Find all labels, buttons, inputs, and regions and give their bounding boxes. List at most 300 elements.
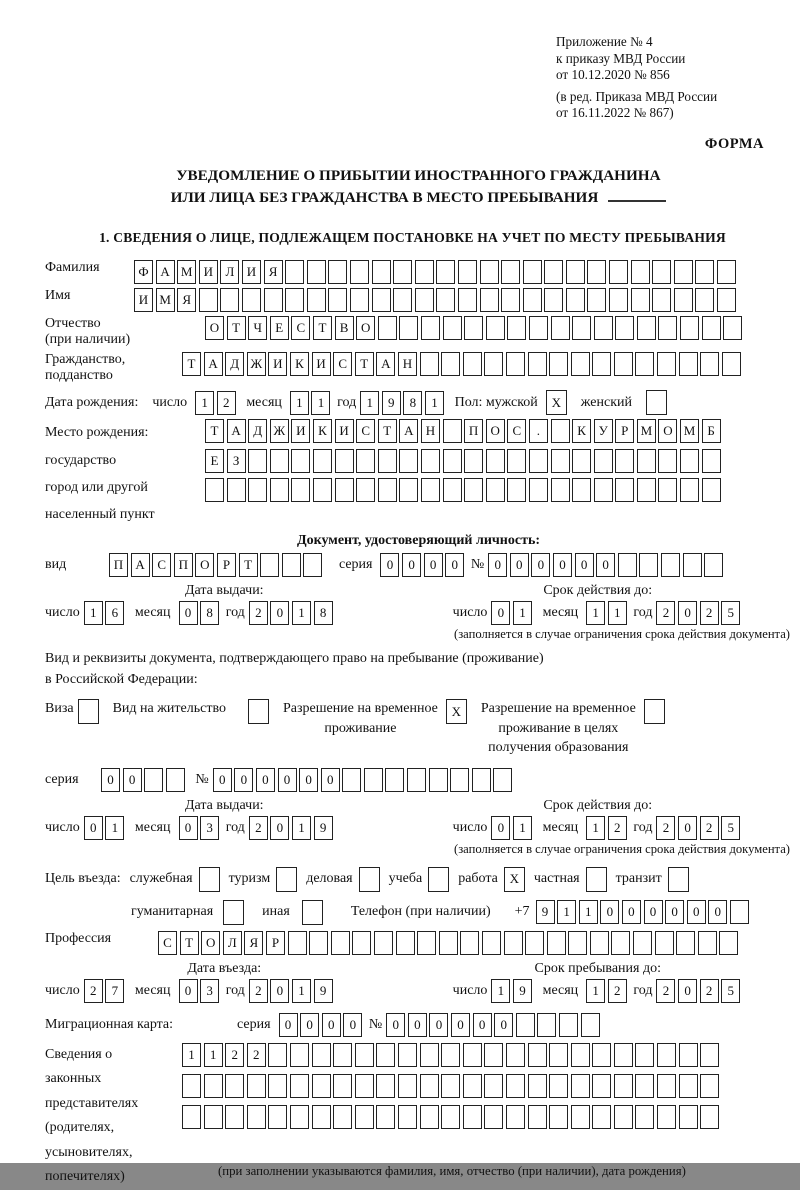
- char-cell[interactable]: [587, 260, 606, 284]
- char-cell[interactable]: Б: [702, 419, 721, 443]
- char-cell[interactable]: [312, 1074, 331, 1098]
- char-cell[interactable]: 1: [579, 900, 598, 924]
- char-cell[interactable]: 2: [225, 1043, 244, 1067]
- char-cell[interactable]: 2: [608, 979, 627, 1003]
- char-cell[interactable]: [355, 1074, 374, 1098]
- char-cell[interactable]: [566, 260, 585, 284]
- char-cell[interactable]: К: [290, 352, 309, 376]
- char-cell[interactable]: Р: [615, 419, 634, 443]
- char-cell[interactable]: [484, 1105, 503, 1129]
- char-cell[interactable]: Ж: [247, 352, 266, 376]
- char-cell[interactable]: 0: [494, 1013, 513, 1037]
- char-cell[interactable]: [242, 288, 261, 312]
- purpose-option-checkbox[interactable]: X: [504, 867, 525, 892]
- char-cell[interactable]: М: [680, 419, 699, 443]
- char-cell[interactable]: [335, 449, 354, 473]
- char-cell[interactable]: 0: [300, 1013, 319, 1037]
- purpose-option-checkbox[interactable]: [586, 867, 607, 892]
- visa-checkbox[interactable]: [78, 699, 99, 724]
- char-cell[interactable]: 0: [678, 601, 697, 625]
- char-cell[interactable]: 1: [204, 1043, 223, 1067]
- char-cell[interactable]: [356, 478, 375, 502]
- char-cell[interactable]: [614, 1074, 633, 1098]
- char-cell[interactable]: [544, 260, 563, 284]
- char-cell[interactable]: [313, 478, 332, 502]
- char-cell[interactable]: И: [291, 419, 310, 443]
- purpose-option-checkbox[interactable]: [199, 867, 220, 892]
- residence-permit-checkbox[interactable]: [248, 699, 269, 724]
- char-cell[interactable]: [270, 478, 289, 502]
- char-cell[interactable]: Я: [177, 288, 196, 312]
- char-cell[interactable]: [571, 352, 590, 376]
- char-cell[interactable]: 1: [513, 816, 532, 840]
- char-cell[interactable]: О: [486, 419, 505, 443]
- char-cell[interactable]: Р: [217, 553, 236, 577]
- char-cell[interactable]: 9: [382, 391, 401, 415]
- char-cell[interactable]: 1: [608, 601, 627, 625]
- char-cell[interactable]: И: [134, 288, 153, 312]
- char-cell[interactable]: [633, 931, 652, 955]
- char-cell[interactable]: [420, 352, 439, 376]
- char-cell[interactable]: [372, 260, 391, 284]
- char-cell[interactable]: [698, 931, 717, 955]
- char-cell[interactable]: [657, 352, 676, 376]
- char-cell[interactable]: [657, 1074, 676, 1098]
- char-cell[interactable]: [480, 260, 499, 284]
- char-cell[interactable]: Т: [313, 316, 332, 340]
- char-cell[interactable]: О: [356, 316, 375, 340]
- char-cell[interactable]: 1: [360, 391, 379, 415]
- char-cell[interactable]: Ж: [270, 419, 289, 443]
- char-cell[interactable]: [572, 316, 591, 340]
- char-cell[interactable]: 0: [179, 816, 198, 840]
- char-cell[interactable]: [614, 352, 633, 376]
- char-cell[interactable]: [635, 352, 654, 376]
- char-cell[interactable]: [700, 1074, 719, 1098]
- char-cell[interactable]: [559, 1013, 578, 1037]
- char-cell[interactable]: [364, 768, 383, 792]
- char-cell[interactable]: [458, 260, 477, 284]
- char-cell[interactable]: 9: [536, 900, 555, 924]
- char-cell[interactable]: 1: [586, 979, 605, 1003]
- char-cell[interactable]: 1: [292, 979, 311, 1003]
- char-cell[interactable]: З: [227, 449, 246, 473]
- char-cell[interactable]: [702, 316, 721, 340]
- char-cell[interactable]: [182, 1105, 201, 1129]
- char-cell[interactable]: 0: [708, 900, 727, 924]
- char-cell[interactable]: [637, 449, 656, 473]
- char-cell[interactable]: [441, 1105, 460, 1129]
- char-cell[interactable]: [635, 1105, 654, 1129]
- char-cell[interactable]: Е: [270, 316, 289, 340]
- other-purpose-checkbox[interactable]: [302, 900, 323, 925]
- char-cell[interactable]: [182, 1074, 201, 1098]
- char-cell[interactable]: И: [199, 260, 218, 284]
- purpose-option-checkbox[interactable]: [668, 867, 689, 892]
- char-cell[interactable]: [587, 288, 606, 312]
- char-cell[interactable]: [549, 1074, 568, 1098]
- char-cell[interactable]: [225, 1074, 244, 1098]
- char-cell[interactable]: [376, 1043, 395, 1067]
- char-cell[interactable]: [463, 1043, 482, 1067]
- char-cell[interactable]: 9: [314, 979, 333, 1003]
- char-cell[interactable]: [594, 449, 613, 473]
- char-cell[interactable]: [393, 288, 412, 312]
- char-cell[interactable]: [398, 1074, 417, 1098]
- char-cell[interactable]: [528, 1043, 547, 1067]
- char-cell[interactable]: С: [291, 316, 310, 340]
- char-cell[interactable]: [396, 931, 415, 955]
- char-cell[interactable]: Т: [239, 553, 258, 577]
- char-cell[interactable]: С: [333, 352, 352, 376]
- char-cell[interactable]: С: [507, 419, 526, 443]
- char-cell[interactable]: 0: [665, 900, 684, 924]
- char-cell[interactable]: [529, 449, 548, 473]
- char-cell[interactable]: 8: [314, 601, 333, 625]
- char-cell[interactable]: [679, 1043, 698, 1067]
- char-cell[interactable]: А: [156, 260, 175, 284]
- char-cell[interactable]: [592, 1074, 611, 1098]
- char-cell[interactable]: [399, 478, 418, 502]
- char-cell[interactable]: [328, 260, 347, 284]
- char-cell[interactable]: [307, 288, 326, 312]
- char-cell[interactable]: [376, 1105, 395, 1129]
- char-cell[interactable]: [464, 449, 483, 473]
- char-cell[interactable]: 0: [687, 900, 706, 924]
- char-cell[interactable]: П: [109, 553, 128, 577]
- char-cell[interactable]: [637, 316, 656, 340]
- char-cell[interactable]: [290, 1043, 309, 1067]
- char-cell[interactable]: [290, 1074, 309, 1098]
- char-cell[interactable]: К: [572, 419, 591, 443]
- humanitarian-checkbox[interactable]: [223, 900, 244, 925]
- char-cell[interactable]: [551, 478, 570, 502]
- char-cell[interactable]: [566, 288, 585, 312]
- char-cell[interactable]: 1: [557, 900, 576, 924]
- char-cell[interactable]: [421, 316, 440, 340]
- char-cell[interactable]: 2: [217, 391, 236, 415]
- char-cell[interactable]: [571, 1074, 590, 1098]
- char-cell[interactable]: [615, 316, 634, 340]
- char-cell[interactable]: [285, 260, 304, 284]
- char-cell[interactable]: [523, 288, 542, 312]
- char-cell[interactable]: О: [201, 931, 220, 955]
- char-cell[interactable]: 1: [586, 601, 605, 625]
- char-cell[interactable]: [551, 449, 570, 473]
- char-cell[interactable]: [572, 478, 591, 502]
- char-cell[interactable]: И: [268, 352, 287, 376]
- char-cell[interactable]: [227, 478, 246, 502]
- char-cell[interactable]: [415, 288, 434, 312]
- char-cell[interactable]: 0: [386, 1013, 405, 1037]
- char-cell[interactable]: [506, 352, 525, 376]
- char-cell[interactable]: [704, 553, 723, 577]
- char-cell[interactable]: [631, 260, 650, 284]
- char-cell[interactable]: 0: [491, 601, 510, 625]
- char-cell[interactable]: [571, 1105, 590, 1129]
- char-cell[interactable]: М: [156, 288, 175, 312]
- char-cell[interactable]: [220, 288, 239, 312]
- char-cell[interactable]: [506, 1043, 525, 1067]
- purpose-option-checkbox[interactable]: [359, 867, 380, 892]
- char-cell[interactable]: [484, 352, 503, 376]
- char-cell[interactable]: 0: [531, 553, 550, 577]
- char-cell[interactable]: О: [205, 316, 224, 340]
- char-cell[interactable]: [312, 1043, 331, 1067]
- char-cell[interactable]: [378, 316, 397, 340]
- char-cell[interactable]: [307, 260, 326, 284]
- char-cell[interactable]: [313, 449, 332, 473]
- char-cell[interactable]: [166, 768, 185, 792]
- char-cell[interactable]: [676, 931, 695, 955]
- char-cell[interactable]: 0: [424, 553, 443, 577]
- char-cell[interactable]: [398, 1043, 417, 1067]
- char-cell[interactable]: 0: [279, 1013, 298, 1037]
- char-cell[interactable]: [436, 260, 455, 284]
- char-cell[interactable]: [331, 931, 350, 955]
- char-cell[interactable]: [486, 478, 505, 502]
- char-cell[interactable]: 0: [213, 768, 232, 792]
- char-cell[interactable]: [658, 478, 677, 502]
- char-cell[interactable]: 0: [234, 768, 253, 792]
- char-cell[interactable]: [680, 316, 699, 340]
- char-cell[interactable]: [679, 1074, 698, 1098]
- char-cell[interactable]: 8: [200, 601, 219, 625]
- char-cell[interactable]: [529, 478, 548, 502]
- char-cell[interactable]: П: [464, 419, 483, 443]
- char-cell[interactable]: 0: [179, 601, 198, 625]
- char-cell[interactable]: 0: [510, 553, 529, 577]
- char-cell[interactable]: [571, 1043, 590, 1067]
- char-cell[interactable]: [723, 316, 742, 340]
- char-cell[interactable]: 0: [451, 1013, 470, 1037]
- char-cell[interactable]: [528, 352, 547, 376]
- char-cell[interactable]: [247, 1074, 266, 1098]
- char-cell[interactable]: [376, 1074, 395, 1098]
- char-cell[interactable]: М: [637, 419, 656, 443]
- char-cell[interactable]: 3: [200, 816, 219, 840]
- char-cell[interactable]: 1: [195, 391, 214, 415]
- char-cell[interactable]: [399, 449, 418, 473]
- char-cell[interactable]: [291, 478, 310, 502]
- char-cell[interactable]: [309, 931, 328, 955]
- char-cell[interactable]: [655, 931, 674, 955]
- char-cell[interactable]: Т: [180, 931, 199, 955]
- char-cell[interactable]: 2: [700, 816, 719, 840]
- char-cell[interactable]: [657, 1105, 676, 1129]
- char-cell[interactable]: [482, 931, 501, 955]
- char-cell[interactable]: [516, 1013, 535, 1037]
- char-cell[interactable]: [590, 931, 609, 955]
- char-cell[interactable]: Е: [205, 449, 224, 473]
- char-cell[interactable]: [551, 316, 570, 340]
- char-cell[interactable]: 5: [721, 816, 740, 840]
- char-cell[interactable]: Ф: [134, 260, 153, 284]
- char-cell[interactable]: [415, 260, 434, 284]
- char-cell[interactable]: [247, 1105, 266, 1129]
- char-cell[interactable]: 0: [270, 601, 289, 625]
- char-cell[interactable]: [350, 260, 369, 284]
- char-cell[interactable]: [335, 478, 354, 502]
- char-cell[interactable]: 2: [700, 979, 719, 1003]
- char-cell[interactable]: [270, 449, 289, 473]
- char-cell[interactable]: [463, 1074, 482, 1098]
- char-cell[interactable]: [443, 419, 462, 443]
- char-cell[interactable]: [393, 260, 412, 284]
- char-cell[interactable]: [460, 931, 479, 955]
- char-cell[interactable]: 1: [292, 601, 311, 625]
- char-cell[interactable]: [683, 553, 702, 577]
- char-cell[interactable]: Я: [264, 260, 283, 284]
- char-cell[interactable]: 2: [700, 601, 719, 625]
- char-cell[interactable]: [333, 1074, 352, 1098]
- char-cell[interactable]: 0: [380, 553, 399, 577]
- char-cell[interactable]: 9: [314, 816, 333, 840]
- char-cell[interactable]: 0: [596, 553, 615, 577]
- char-cell[interactable]: [702, 449, 721, 473]
- char-cell[interactable]: П: [174, 553, 193, 577]
- char-cell[interactable]: [730, 900, 749, 924]
- char-cell[interactable]: 5: [721, 601, 740, 625]
- char-cell[interactable]: [204, 1105, 223, 1129]
- char-cell[interactable]: [549, 1105, 568, 1129]
- edu-residence-checkbox[interactable]: [644, 699, 665, 724]
- char-cell[interactable]: [268, 1105, 287, 1129]
- char-cell[interactable]: 6: [105, 601, 124, 625]
- char-cell[interactable]: [549, 352, 568, 376]
- char-cell[interactable]: [544, 288, 563, 312]
- char-cell[interactable]: [501, 288, 520, 312]
- char-cell[interactable]: 2: [656, 601, 675, 625]
- char-cell[interactable]: [652, 288, 671, 312]
- char-cell[interactable]: 0: [429, 1013, 448, 1037]
- char-cell[interactable]: [614, 1105, 633, 1129]
- char-cell[interactable]: 0: [553, 553, 572, 577]
- char-cell[interactable]: [355, 1043, 374, 1067]
- char-cell[interactable]: 0: [408, 1013, 427, 1037]
- char-cell[interactable]: [700, 352, 719, 376]
- char-cell[interactable]: [443, 316, 462, 340]
- char-cell[interactable]: 7: [105, 979, 124, 1003]
- char-cell[interactable]: У: [594, 419, 613, 443]
- char-cell[interactable]: [268, 1074, 287, 1098]
- char-cell[interactable]: 0: [491, 816, 510, 840]
- char-cell[interactable]: [507, 449, 526, 473]
- char-cell[interactable]: [680, 478, 699, 502]
- char-cell[interactable]: 0: [321, 768, 340, 792]
- char-cell[interactable]: [378, 478, 397, 502]
- char-cell[interactable]: [420, 1043, 439, 1067]
- char-cell[interactable]: Н: [421, 419, 440, 443]
- char-cell[interactable]: 0: [622, 900, 641, 924]
- char-cell[interactable]: 1: [586, 816, 605, 840]
- char-cell[interactable]: [551, 419, 570, 443]
- char-cell[interactable]: [436, 288, 455, 312]
- char-cell[interactable]: [674, 288, 693, 312]
- char-cell[interactable]: 0: [678, 816, 697, 840]
- char-cell[interactable]: [417, 931, 436, 955]
- char-cell[interactable]: [547, 931, 566, 955]
- char-cell[interactable]: Н: [398, 352, 417, 376]
- char-cell[interactable]: [199, 288, 218, 312]
- char-cell[interactable]: 1: [425, 391, 444, 415]
- char-cell[interactable]: 1: [292, 816, 311, 840]
- char-cell[interactable]: [450, 768, 469, 792]
- char-cell[interactable]: [635, 1043, 654, 1067]
- char-cell[interactable]: 1: [290, 391, 309, 415]
- char-cell[interactable]: [385, 768, 404, 792]
- char-cell[interactable]: [615, 449, 634, 473]
- char-cell[interactable]: А: [399, 419, 418, 443]
- char-cell[interactable]: 0: [644, 900, 663, 924]
- char-cell[interactable]: [443, 449, 462, 473]
- char-cell[interactable]: [288, 931, 307, 955]
- char-cell[interactable]: И: [242, 260, 261, 284]
- char-cell[interactable]: [264, 288, 283, 312]
- char-cell[interactable]: [529, 316, 548, 340]
- char-cell[interactable]: 0: [600, 900, 619, 924]
- char-cell[interactable]: [658, 449, 677, 473]
- char-cell[interactable]: Р: [266, 931, 285, 955]
- char-cell[interactable]: [700, 1105, 719, 1129]
- char-cell[interactable]: [303, 553, 322, 577]
- char-cell[interactable]: [525, 931, 544, 955]
- char-cell[interactable]: Ч: [248, 316, 267, 340]
- purpose-option-checkbox[interactable]: [428, 867, 449, 892]
- char-cell[interactable]: [441, 1074, 460, 1098]
- char-cell[interactable]: [592, 352, 611, 376]
- char-cell[interactable]: [374, 931, 393, 955]
- char-cell[interactable]: [493, 768, 512, 792]
- char-cell[interactable]: [486, 449, 505, 473]
- char-cell[interactable]: [312, 1105, 331, 1129]
- char-cell[interactable]: Л: [220, 260, 239, 284]
- char-cell[interactable]: [507, 316, 526, 340]
- char-cell[interactable]: Т: [182, 352, 201, 376]
- char-cell[interactable]: [260, 553, 279, 577]
- char-cell[interactable]: [225, 1105, 244, 1129]
- char-cell[interactable]: [722, 352, 741, 376]
- char-cell[interactable]: [464, 316, 483, 340]
- temp-residence-checkbox[interactable]: X: [446, 699, 467, 724]
- char-cell[interactable]: 1: [105, 816, 124, 840]
- char-cell[interactable]: [378, 449, 397, 473]
- char-cell[interactable]: 0: [256, 768, 275, 792]
- char-cell[interactable]: Т: [355, 352, 374, 376]
- char-cell[interactable]: [661, 553, 680, 577]
- char-cell[interactable]: 0: [445, 553, 464, 577]
- char-cell[interactable]: 0: [270, 816, 289, 840]
- char-cell[interactable]: [429, 768, 448, 792]
- char-cell[interactable]: Т: [205, 419, 224, 443]
- char-cell[interactable]: [609, 288, 628, 312]
- char-cell[interactable]: А: [376, 352, 395, 376]
- char-cell[interactable]: [420, 1074, 439, 1098]
- char-cell[interactable]: [679, 1105, 698, 1129]
- char-cell[interactable]: [463, 1105, 482, 1129]
- char-cell[interactable]: [506, 1074, 525, 1098]
- char-cell[interactable]: [501, 260, 520, 284]
- char-cell[interactable]: 0: [278, 768, 297, 792]
- char-cell[interactable]: [441, 352, 460, 376]
- char-cell[interactable]: [506, 1105, 525, 1129]
- char-cell[interactable]: 0: [84, 816, 103, 840]
- purpose-option-checkbox[interactable]: [276, 867, 297, 892]
- char-cell[interactable]: 2: [608, 816, 627, 840]
- char-cell[interactable]: [614, 1043, 633, 1067]
- char-cell[interactable]: [144, 768, 163, 792]
- char-cell[interactable]: [581, 1013, 600, 1037]
